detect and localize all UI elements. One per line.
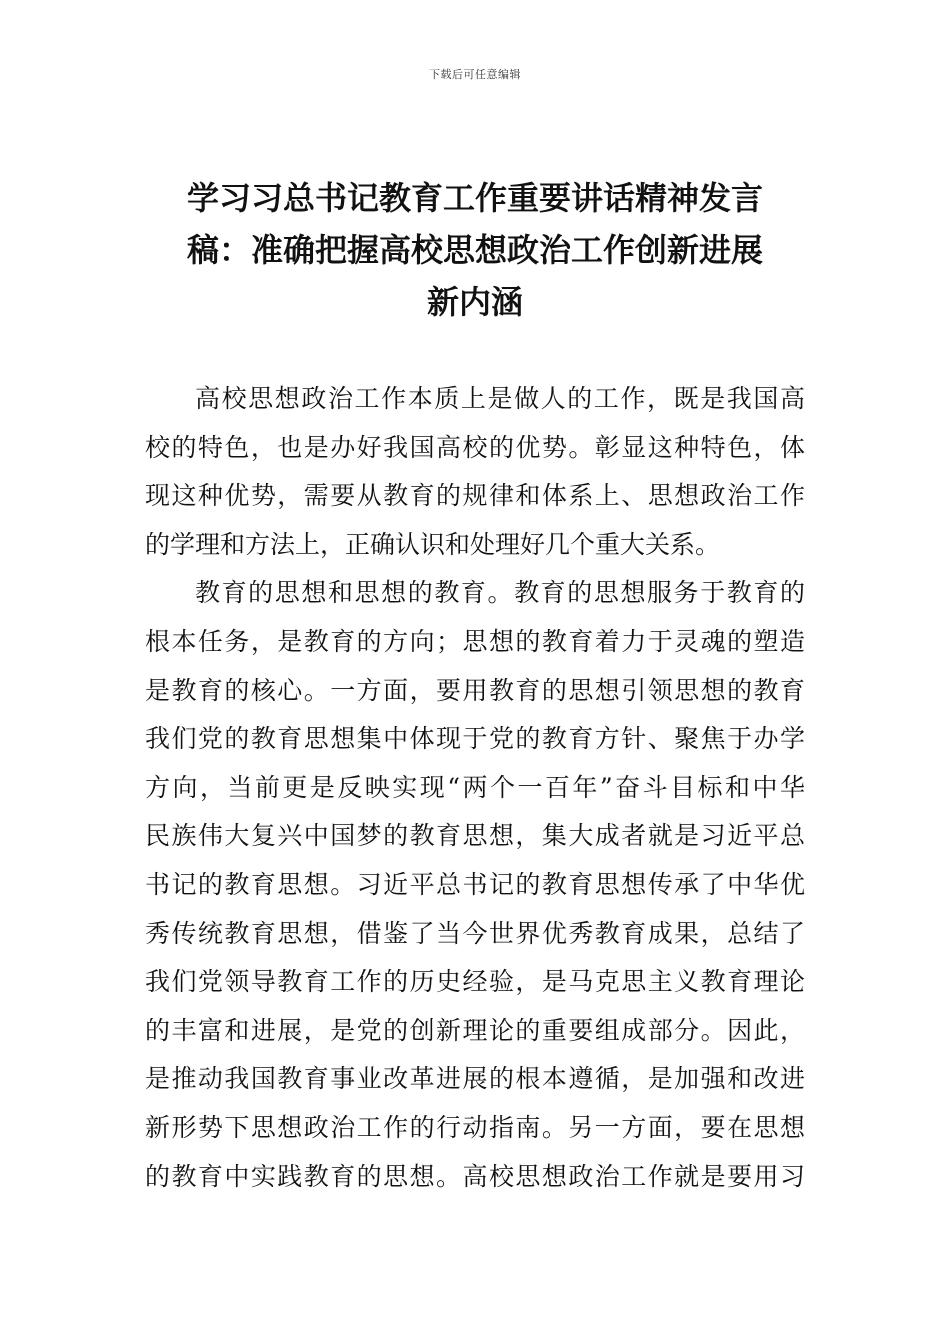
text-line: 教育的思想和思想的教育。教育的思想服务于教育的 bbox=[195, 578, 805, 608]
title-line: 稿：准确把握高校思想政治工作创新进展 bbox=[186, 231, 763, 269]
text-line: 书记的教育思想。习近平总书记的教育思想传承了中华优 bbox=[145, 869, 805, 899]
text-line: 校的特色，也是办好我国高校的优势。彰显这种特色，体 bbox=[145, 432, 805, 462]
text-line: 是教育的核心。一方面，要用教育的思想引领思想的教育 bbox=[145, 675, 805, 705]
text-line: 现这种优势，需要从教育的规律和体系上、思想政治工作 bbox=[145, 481, 805, 511]
title-line: 学习习总书记教育工作重要讲话精神发言 bbox=[186, 179, 763, 217]
text-line: 新形势下思想政治工作的行动指南。另一方面，要在思想 bbox=[145, 1112, 805, 1142]
text-line: 高校思想政治工作本质上是做人的工作，既是我国高 bbox=[195, 384, 805, 413]
text-line: 民族伟大复兴中国梦的教育思想，集大成者就是习近平总 bbox=[145, 821, 805, 851]
text-line: 是推动我国教育事业改革进展的根本遵循，是加强和改进 bbox=[145, 1064, 805, 1094]
text-line: 的教育中实践教育的思想。高校思想政治工作就是要用习 bbox=[145, 1161, 805, 1191]
paragraph-1 bbox=[145, 375, 805, 569]
header-note: 下载后可任意编辑 bbox=[429, 68, 521, 81]
text-line: 秀传统教育思想，借鉴了当今世界优秀教育成果，总结了 bbox=[145, 918, 805, 948]
document-body bbox=[145, 375, 805, 1201]
text-line: 的丰富和进展，是党的创新理论的重要组成部分。因此， bbox=[145, 1015, 805, 1045]
text-line: 的学理和方法上，正确认识和处理好几个重大关系。 bbox=[145, 529, 721, 559]
text-line: 方向，当前更是反映实现“两个一百年”奋斗目标和中华 bbox=[145, 772, 805, 802]
text-line: 我们党的教育思想集中体现于党的教育方针、聚焦于办学 bbox=[145, 724, 805, 754]
text-line: 我们党领导教育工作的历史经验，是马克思主义教育理论 bbox=[145, 967, 805, 997]
document-title bbox=[145, 172, 805, 328]
title-line: 新内涵 bbox=[426, 283, 523, 321]
paragraph-2 bbox=[145, 569, 805, 1201]
text-line: 根本任务，是教育的方向；思想的教育着力于灵魂的塑造 bbox=[145, 626, 805, 656]
